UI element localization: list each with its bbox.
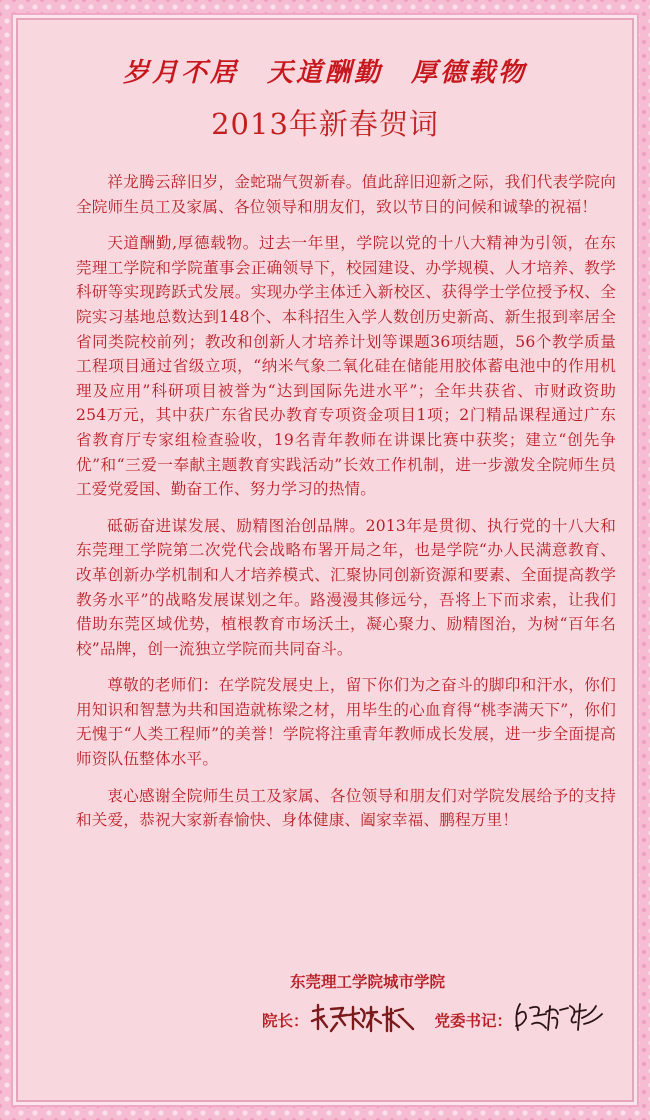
paragraph-teachers: 尊敬的老师们：在学院发展史上，留下你们为之奋斗的脚印和汗水，你们用知识和智慧为共和国造就栋梁之材，用毕生的心血育得“桃李满天下”，你们无愧于“人类工程师”的美誉！学院将注重青年教师成长发展，进一步全面提高师资队伍整体水平。 [76,676,616,769]
slogan-phrase-3: 厚德载物 [411,58,528,88]
paragraph-outlook: 砥砺奋进谋发展、励精图治创品牌。2013年是贯彻、执行党的十八大和东莞理工学院第二次党代会战略布署开局之年，也是学院“办人民满意教育、改革创新办学机制和人才培养模式、汇聚协同创新资源和要素、全面提高教学教务水平”的战略发展谋划之年。路漫漫其修远兮，吾将上下而求索，让我们借助东莞区域优势，植根教育市场沃土，凝心聚力、励精图治，为树“百年名校”品牌，创一流独立学院而共同奋斗。 [76,516,616,658]
slogan [18,52,632,89]
president-signature [309,1001,427,1039]
secretary-title: 党委书记： [434,1011,513,1030]
slogan-phrase-2: 天道酬勤 [266,58,383,88]
greeting-letter [16,18,634,1102]
secretary-signature [512,1000,608,1040]
paragraph-achievements: 天道酬勤,厚德载物。过去一年里，学院以党的十八大精神为引领，在东莞理工学院和学院董事会正确领导下，校园建设、办学规模、人才培养、教学科研等实现跨跃式发展。实现办学主体迁入新校区、获得学士学位授予权、全院实习基地总数达到148个、本科招生入学人数创历史新高、新生报到率居全省同类院校前列；教改和创新人才培养计划等课题36项结题，56个教学质量工程项目通过省级立项，“纳米气象二氧化硅在储能用胶体蓄电池中的作用机理及应用”科研项目被誉为“达到国际先进水平”；全年共获省、市财政资助254万元，其中获广东省民办教育专项资金项目1项；2门精品课程通过广东省教育厅专家组检查验收，19名青年教师在讲课比赛中获奖；建立“创先争优”和“三爱一奉献主题教育实践活动”长效工作机制，进一步激发全院师生员工爱党爱国、勤奋工作、努力学习的热情。 [76,234,616,499]
letter-body [76,170,616,845]
page-title: 2013年新春贺词 [211,107,439,141]
signature-organization: 东莞理工学院城市学院 [290,972,446,991]
president-title: 院长： [262,1011,309,1030]
paragraph-opening: 祥龙腾云辞旧岁，金蛇瑞气贺新春。值此辞旧迎新之际，我们代表学院向全院师生员工及家属、各位领导和朋友们，致以节日的问候和诚挚的祝福！ [76,173,616,216]
signature-line [262,1000,608,1040]
slogan-phrase-1: 岁月不居 [122,58,239,88]
paragraph-thanks: 衷心感谢全院师生员工及家属、各位领导和朋友们对学院发展给予的支持和关爱，恭祝大家新春愉快、身体健康、阖家幸福、鹏程万里！ [76,786,616,830]
